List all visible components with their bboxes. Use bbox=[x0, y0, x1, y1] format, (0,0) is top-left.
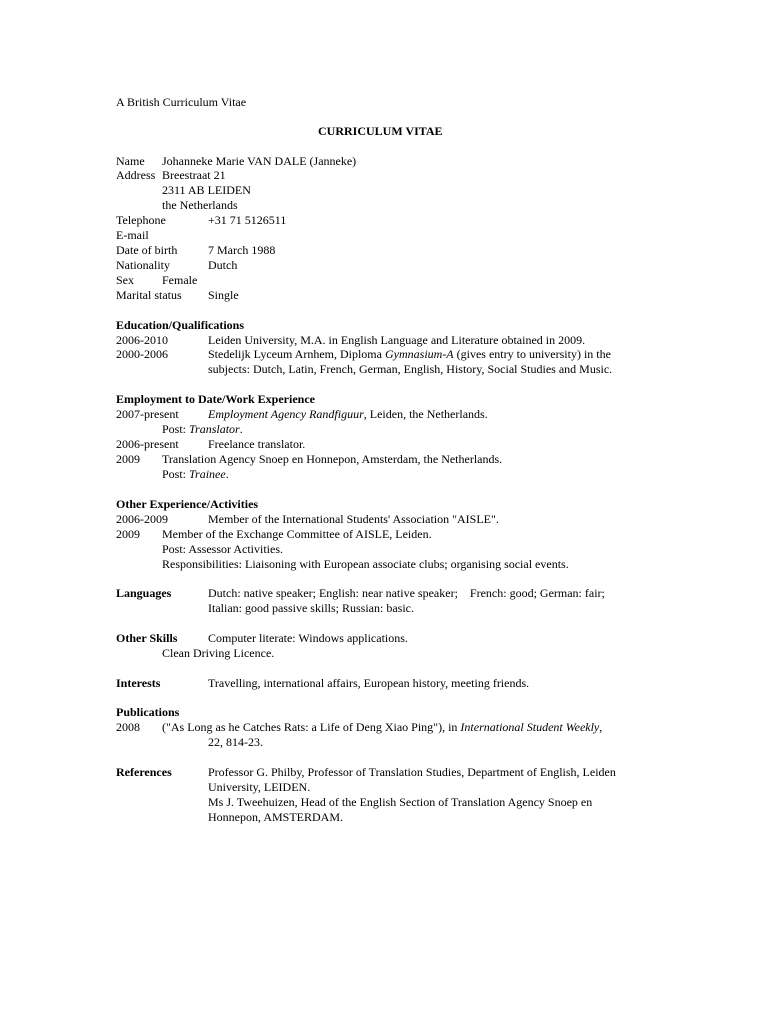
activity-text-1: Member of the International Students' Association "AISLE". bbox=[208, 512, 499, 526]
publication-text bbox=[162, 720, 602, 735]
job-text-3: Translation Agency Snoep en Honnepon, Amsterdam, the Netherlands. bbox=[162, 452, 503, 466]
reference-2-line-1: Ms J. Tweehuizen, Head of the English Section of Translation Agency Snoep en bbox=[208, 795, 593, 809]
activity-text-2: Member of the Exchange Committee of AISLE, Leiden. bbox=[162, 527, 432, 541]
publication-pages: 22, 814-23. bbox=[208, 735, 263, 749]
doc-label: A British Curriculum Vitae bbox=[116, 95, 247, 109]
job-post-1 bbox=[162, 422, 243, 437]
publication-journal: International Student Weekly bbox=[460, 720, 600, 734]
education-text-2 bbox=[208, 347, 611, 362]
address-label: Address bbox=[116, 168, 156, 182]
languages-label: Languages bbox=[116, 586, 172, 600]
job-post-value-1: Translator bbox=[189, 422, 240, 436]
interests-text: Travelling, international affairs, European history, meeting friends. bbox=[208, 676, 530, 690]
publication-title: ("As Long as he Catches Rats: a Life of Deng Xiao Ping"), in bbox=[162, 720, 461, 734]
name-label: Name bbox=[116, 154, 145, 168]
languages-line-1: Dutch: native speaker; English: near native speaker; French: good; German: fair; bbox=[208, 586, 605, 600]
publication-year: 2008 bbox=[116, 720, 140, 734]
job-post-label-1: Post: bbox=[162, 422, 190, 436]
job-loc-1: , Leiden, the Netherlands. bbox=[363, 407, 488, 421]
job-post-end-1: . bbox=[239, 422, 243, 436]
publications-heading: Publications bbox=[116, 705, 180, 719]
marital-label: Marital status bbox=[116, 288, 182, 302]
job-years-2: 2006-present bbox=[116, 437, 179, 451]
sex-value: Female bbox=[162, 273, 198, 287]
references-label: References bbox=[116, 765, 172, 779]
education-years-2: 2000-2006 bbox=[116, 347, 168, 361]
education-years-1: 2006-2010 bbox=[116, 333, 168, 347]
job-org-1: Employment Agency Randfiguur bbox=[208, 407, 364, 421]
other-skills-line-2: Clean Driving Licence. bbox=[162, 646, 275, 660]
activity-responsibilities-2: Responsibilities: Liaisoning with European associate clubs; organising social events. bbox=[162, 557, 569, 571]
name-value: Johanneke Marie VAN DALE (Janneke) bbox=[162, 154, 357, 168]
marital-value: Single bbox=[208, 288, 239, 302]
sex-label: Sex bbox=[116, 273, 134, 287]
activity-years-1: 2006-2009 bbox=[116, 512, 168, 526]
telephone-value: +31 71 5126511 bbox=[208, 213, 287, 227]
nationality-value: Dutch bbox=[208, 258, 238, 272]
other-skills-line-1: Computer literate: Windows applications. bbox=[208, 631, 408, 645]
other-experience-heading: Other Experience/Activities bbox=[116, 497, 259, 511]
education-diploma: Gymnasium-A bbox=[384, 347, 454, 361]
reference-2-line-2: Honnepon, AMSTERDAM. bbox=[208, 810, 344, 824]
education-text-2a: Stedelijk Lyceum Arnhem, Diploma bbox=[208, 347, 385, 361]
dob-value: 7 March 1988 bbox=[208, 243, 276, 257]
address-line-3: the Netherlands bbox=[162, 198, 238, 212]
reference-1-line-1: Professor G. Philby, Professor of Translation Studies, Department of English, Leiden bbox=[208, 765, 616, 779]
education-text-2d: subjects: Dutch, Latin, French, German, English, History, Social Studies and Music. bbox=[208, 362, 613, 376]
page-title: CURRICULUM VITAE bbox=[318, 124, 443, 138]
job-text-2: Freelance translator. bbox=[208, 437, 306, 451]
nationality-label: Nationality bbox=[116, 258, 170, 272]
interests-label: Interests bbox=[116, 676, 161, 690]
languages-line-2: Italian: good passive skills; Russian: basic. bbox=[208, 601, 414, 615]
other-skills-label: Other Skills bbox=[116, 631, 178, 645]
dob-label: Date of birth bbox=[116, 243, 178, 257]
address-line-1: Breestraat 21 bbox=[162, 168, 226, 182]
employment-heading: Employment to Date/Work Experience bbox=[116, 392, 315, 406]
education-heading: Education/Qualifications bbox=[116, 318, 245, 332]
job-years-3: 2009 bbox=[116, 452, 140, 466]
reference-1-line-2: University, LEIDEN. bbox=[208, 780, 311, 794]
education-text-1: Leiden University, M.A. in English Language and Literature obtained in 2009. bbox=[208, 333, 586, 347]
job-post-3 bbox=[162, 467, 229, 482]
job-post-end-3: . bbox=[225, 467, 229, 481]
job-post-label-3: Post: bbox=[162, 467, 190, 481]
activity-post-2: Post: Assessor Activities. bbox=[162, 542, 284, 556]
email-label: E-mail bbox=[116, 228, 149, 242]
education-text-2c: (gives entry to university) in the bbox=[453, 347, 611, 361]
address-line-2: 2311 AB LEIDEN bbox=[162, 183, 251, 197]
job-text-1 bbox=[208, 407, 488, 422]
telephone-label: Telephone bbox=[116, 213, 166, 227]
job-post-value-3: Trainee bbox=[189, 467, 226, 481]
job-years-1: 2007-present bbox=[116, 407, 179, 421]
publication-comma: , bbox=[599, 720, 603, 734]
activity-years-2: 2009 bbox=[116, 527, 140, 541]
